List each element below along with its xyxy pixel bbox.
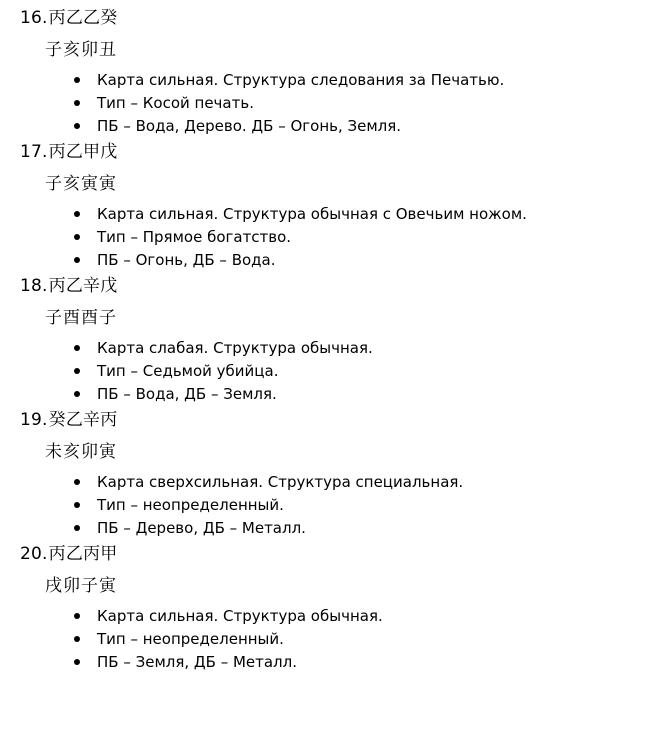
entry-17 <box>0 142 655 272</box>
bullet-text: ПБ – Вода, Дерево. ДБ – Огонь, Земля. <box>97 117 402 135</box>
bullet-text: Карта сверхсильная. Структура специальная. <box>97 473 464 491</box>
list-item <box>0 383 655 406</box>
bullet-text: Тип – Прямое богатство. <box>97 228 292 246</box>
bullet-list <box>0 471 655 540</box>
entry-title <box>20 8 655 28</box>
list-item <box>0 605 655 628</box>
entry-title <box>20 410 655 430</box>
earthly-branches: 戌卯子寅 <box>45 576 117 596</box>
heavenly-stems: 丙乙丙甲 <box>48 544 118 564</box>
entry-number: 17. <box>20 142 48 162</box>
bullet-icon <box>74 100 80 106</box>
list-item <box>0 651 655 674</box>
entry-title <box>20 276 655 296</box>
list-item <box>0 115 655 138</box>
bullet-list <box>0 605 655 674</box>
bullet-text: ПБ – Вода, ДБ – Земля. <box>97 385 277 403</box>
bullet-icon <box>74 525 80 531</box>
bullet-icon <box>74 613 80 619</box>
list-item <box>0 517 655 540</box>
list-item <box>0 494 655 517</box>
bullet-text: ПБ – Дерево, ДБ – Металл. <box>97 519 306 537</box>
entry-18 <box>0 276 655 406</box>
bullet-icon <box>74 257 80 263</box>
entry-number: 19. <box>20 410 48 430</box>
bullet-text: ПБ – Огонь, ДБ – Вода. <box>97 251 276 269</box>
document-body <box>0 8 655 678</box>
earthly-branches: 子酉酉子 <box>45 308 117 328</box>
heavenly-stems: 丙乙辛戊 <box>48 276 118 296</box>
list-item <box>0 337 655 360</box>
entry-number: 20. <box>20 544 48 564</box>
bullet-text: Тип – неопределенный. <box>97 496 284 514</box>
heavenly-stems: 丙乙乙癸 <box>48 8 118 28</box>
bullet-text: Карта слабая. Структура обычная. <box>97 339 373 357</box>
list-item <box>0 360 655 383</box>
earthly-branches: 子亥寅寅 <box>45 174 117 194</box>
entry-number: 16. <box>20 8 48 28</box>
bullet-text: Карта сильная. Структура обычная. <box>97 607 383 625</box>
bullet-text: Карта сильная. Структура следования за Печатью. <box>97 71 505 89</box>
list-item <box>0 203 655 226</box>
entry-16 <box>0 8 655 138</box>
bullet-icon <box>74 659 80 665</box>
bullet-icon <box>74 636 80 642</box>
heavenly-stems: 丙乙甲戊 <box>48 142 118 162</box>
list-item <box>0 628 655 651</box>
bullet-text: Тип – Седьмой убийца. <box>97 362 279 380</box>
heavenly-stems: 癸乙辛丙 <box>48 410 118 430</box>
bullet-icon <box>74 391 80 397</box>
bullet-list <box>0 337 655 406</box>
earthly-branches: 未亥卯寅 <box>45 442 117 462</box>
bullet-icon <box>74 211 80 217</box>
list-item <box>0 471 655 494</box>
list-item <box>0 249 655 272</box>
list-item <box>0 92 655 115</box>
bullet-icon <box>74 502 80 508</box>
bullet-icon <box>74 345 80 351</box>
entry-number: 18. <box>20 276 48 296</box>
bullet-list <box>0 69 655 138</box>
list-item <box>0 69 655 92</box>
bullet-list <box>0 203 655 272</box>
bullet-text: Тип – неопределенный. <box>97 630 284 648</box>
entry-title <box>20 544 655 564</box>
bullet-text: Карта сильная. Структура обычная с Овечьим ножом. <box>97 205 527 223</box>
bullet-icon <box>74 479 80 485</box>
bullet-icon <box>74 77 80 83</box>
bullet-icon <box>74 234 80 240</box>
bullet-text: ПБ – Земля, ДБ – Металл. <box>97 653 298 671</box>
list-item <box>0 226 655 249</box>
bullet-icon <box>74 368 80 374</box>
bullet-icon <box>74 123 80 129</box>
entry-20 <box>0 544 655 674</box>
bullet-text: Тип – Косой печать. <box>97 94 254 112</box>
earthly-branches: 子亥卯丑 <box>45 40 117 60</box>
entry-title <box>20 142 655 162</box>
entry-19 <box>0 410 655 540</box>
